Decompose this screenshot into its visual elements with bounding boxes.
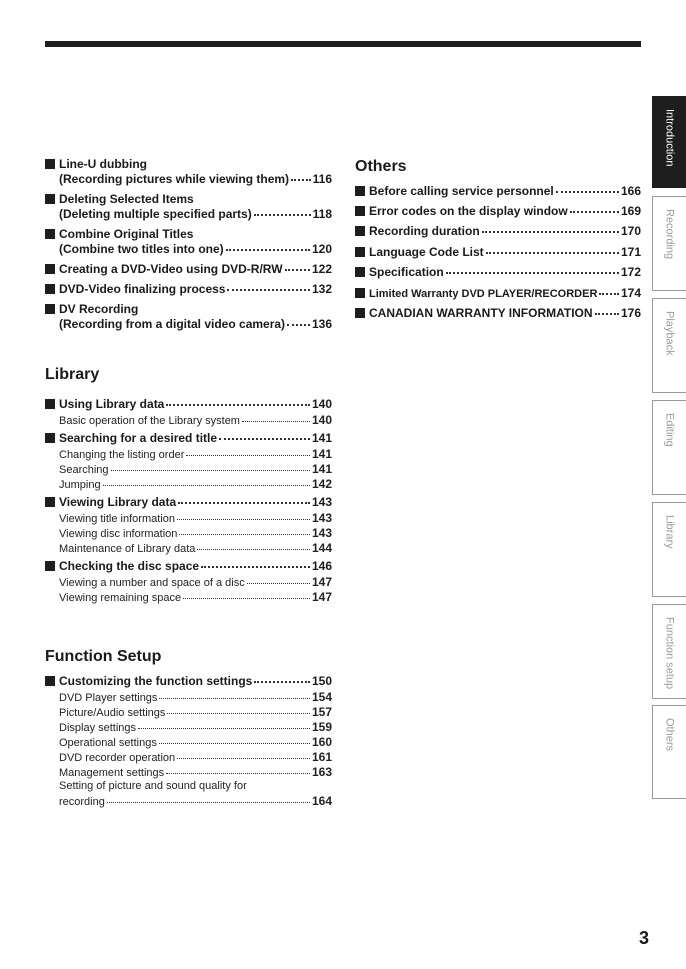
toc-entry-language-code-list[interactable]: Language Code List 171 <box>355 245 641 260</box>
bullet-square-icon <box>355 206 365 216</box>
toc-subentry[interactable]: Viewing title information 143 <box>59 511 332 525</box>
tab-playback[interactable]: Playback <box>652 298 686 393</box>
dot-leader <box>599 293 619 295</box>
dot-leader <box>291 179 311 181</box>
bullet-square-icon <box>45 264 55 274</box>
toc-entry-before-calling-service[interactable]: Before calling service personnel 166 <box>355 184 641 199</box>
left-column <box>45 0 332 969</box>
section-title-others: Others <box>355 158 407 175</box>
right-column <box>355 0 641 969</box>
dot-leader <box>183 598 310 599</box>
dot-leader <box>556 191 619 193</box>
dot-leader <box>159 698 310 699</box>
section-title-function-setup: Function Setup <box>45 648 162 665</box>
dot-leader <box>227 289 309 291</box>
dot-leader <box>166 404 310 406</box>
toc-entry-customizing-function-settings[interactable]: Customizing the function settings 150 <box>45 674 332 689</box>
toc-entry-combine-original-titles[interactable]: Combine Original Titles (Combine two titles into one) 120 <box>45 227 332 257</box>
dot-leader <box>111 470 310 471</box>
toc-entry-dvd-video-finalizing[interactable]: DVD-Video finalizing process 132 <box>45 282 332 297</box>
bullet-square-icon <box>355 288 365 298</box>
page-ref: 132 <box>311 282 332 296</box>
dot-leader <box>197 549 310 550</box>
toc-subentry[interactable]: Viewing a number and space of a disc 147 <box>59 575 332 589</box>
toc-subentry[interactable]: Viewing remaining space 147 <box>59 590 332 604</box>
toc-entry-using-library-data[interactable]: Using Library data 140 <box>45 397 332 412</box>
section-title-library: Library <box>45 366 100 383</box>
toc-entry-viewing-library-data[interactable]: Viewing Library data 143 <box>45 495 332 510</box>
dot-leader <box>226 249 310 251</box>
toc-entry-checking-disc-space[interactable]: Checking the disc space 146 <box>45 559 332 574</box>
bullet-square-icon <box>355 247 365 257</box>
page-ref: 136 <box>311 317 332 331</box>
toc-entry-canadian-warranty[interactable]: CANADIAN WARRANTY INFORMATION 176 <box>355 306 641 321</box>
toc-entry-line-u-dubbing[interactable]: Line-U dubbing (Recording pictures while viewing them) 116 <box>45 157 332 187</box>
dot-leader <box>285 269 310 271</box>
tab-function-setup[interactable]: Function setup <box>652 604 686 699</box>
dot-leader <box>254 681 310 683</box>
bullet-square-icon <box>355 267 365 277</box>
bullet-square-icon <box>45 433 55 443</box>
bullet-square-icon <box>45 229 55 239</box>
toc-subentry[interactable]: Jumping 142 <box>59 477 332 491</box>
bullet-square-icon <box>45 159 55 169</box>
toc-entry-dv-recording[interactable]: DV Recording (Recording from a digital video camera) 136 <box>45 302 332 332</box>
bullet-square-icon <box>355 308 365 318</box>
toc-subentry[interactable]: Viewing disc information 143 <box>59 526 332 540</box>
bullet-square-icon <box>45 304 55 314</box>
toc-subentry[interactable]: Management settings 163 <box>59 765 332 779</box>
dot-leader <box>247 583 310 584</box>
bullet-square-icon <box>45 676 55 686</box>
dot-leader <box>201 566 310 568</box>
toc-subentry[interactable]: DVD Player settings 154 <box>59 690 332 704</box>
dot-leader <box>446 272 619 274</box>
dot-leader <box>103 485 310 486</box>
dot-leader <box>287 324 310 326</box>
toc-entry-deleting-selected-items[interactable]: Deleting Selected Items (Deleting multiple specified parts) 118 <box>45 192 332 222</box>
dot-leader <box>177 758 310 759</box>
toc-entry-error-codes[interactable]: Error codes on the display window 169 <box>355 204 641 219</box>
toc-entry-searching-desired-title[interactable]: Searching for a desired title 141 <box>45 431 332 446</box>
dot-leader <box>178 502 310 504</box>
toc-entry-recording-duration[interactable]: Recording duration 170 <box>355 224 641 239</box>
bullet-square-icon <box>45 561 55 571</box>
dot-leader <box>166 773 310 774</box>
toc-subentry[interactable]: Picture/Audio settings 157 <box>59 705 332 719</box>
toc-entry-specification[interactable]: Specification 172 <box>355 265 641 280</box>
bullet-square-icon <box>45 399 55 409</box>
toc-subentry[interactable]: Display settings 159 <box>59 720 332 734</box>
tab-library[interactable]: Library <box>652 502 686 597</box>
dot-leader <box>486 252 619 254</box>
bullet-square-icon <box>45 497 55 507</box>
dot-leader <box>595 313 619 315</box>
tab-introduction[interactable]: Introduction <box>652 96 686 188</box>
dot-leader <box>107 802 310 803</box>
dot-leader <box>177 519 310 520</box>
dot-leader <box>242 421 310 422</box>
tab-others[interactable]: Others <box>652 705 686 799</box>
dot-leader <box>179 534 310 535</box>
page-ref: 116 <box>312 172 332 186</box>
toc-subentry[interactable]: Setting of picture and sound quality for recording 164 <box>59 780 332 808</box>
bullet-square-icon <box>355 186 365 196</box>
toc-subentry[interactable]: Changing the listing order 141 <box>59 447 332 461</box>
toc-subentry[interactable]: DVD recorder operation 161 <box>59 750 332 764</box>
tab-recording[interactable]: Recording <box>652 196 686 291</box>
toc-entry-limited-warranty[interactable]: Limited Warranty DVD PLAYER/RECORDER 174 <box>355 286 641 302</box>
bullet-square-icon <box>355 226 365 236</box>
dot-leader <box>570 211 619 213</box>
page-ref: 118 <box>312 207 332 221</box>
toc-subentry[interactable]: Operational settings 160 <box>59 735 332 749</box>
dot-leader <box>167 713 310 714</box>
tab-editing[interactable]: Editing <box>652 400 686 495</box>
dot-leader <box>482 231 619 233</box>
dot-leader <box>186 455 310 456</box>
page-ref: 122 <box>311 262 332 276</box>
dot-leader <box>219 438 310 440</box>
toc-entry-creating-dvd-video[interactable]: Creating a DVD-Video using DVD-R/RW 122 <box>45 262 332 277</box>
toc-subentry[interactable]: Maintenance of Library data 144 <box>59 541 332 555</box>
bullet-square-icon <box>45 284 55 294</box>
page-number: 3 <box>639 928 650 948</box>
dot-leader <box>138 728 310 729</box>
page-ref: 120 <box>311 242 332 256</box>
dot-leader <box>159 743 310 744</box>
dot-leader <box>254 214 311 216</box>
toc-subentry[interactable]: Basic operation of the Library system 140 <box>59 413 332 427</box>
bullet-square-icon <box>45 194 55 204</box>
toc-subentry[interactable]: Searching 141 <box>59 462 332 476</box>
